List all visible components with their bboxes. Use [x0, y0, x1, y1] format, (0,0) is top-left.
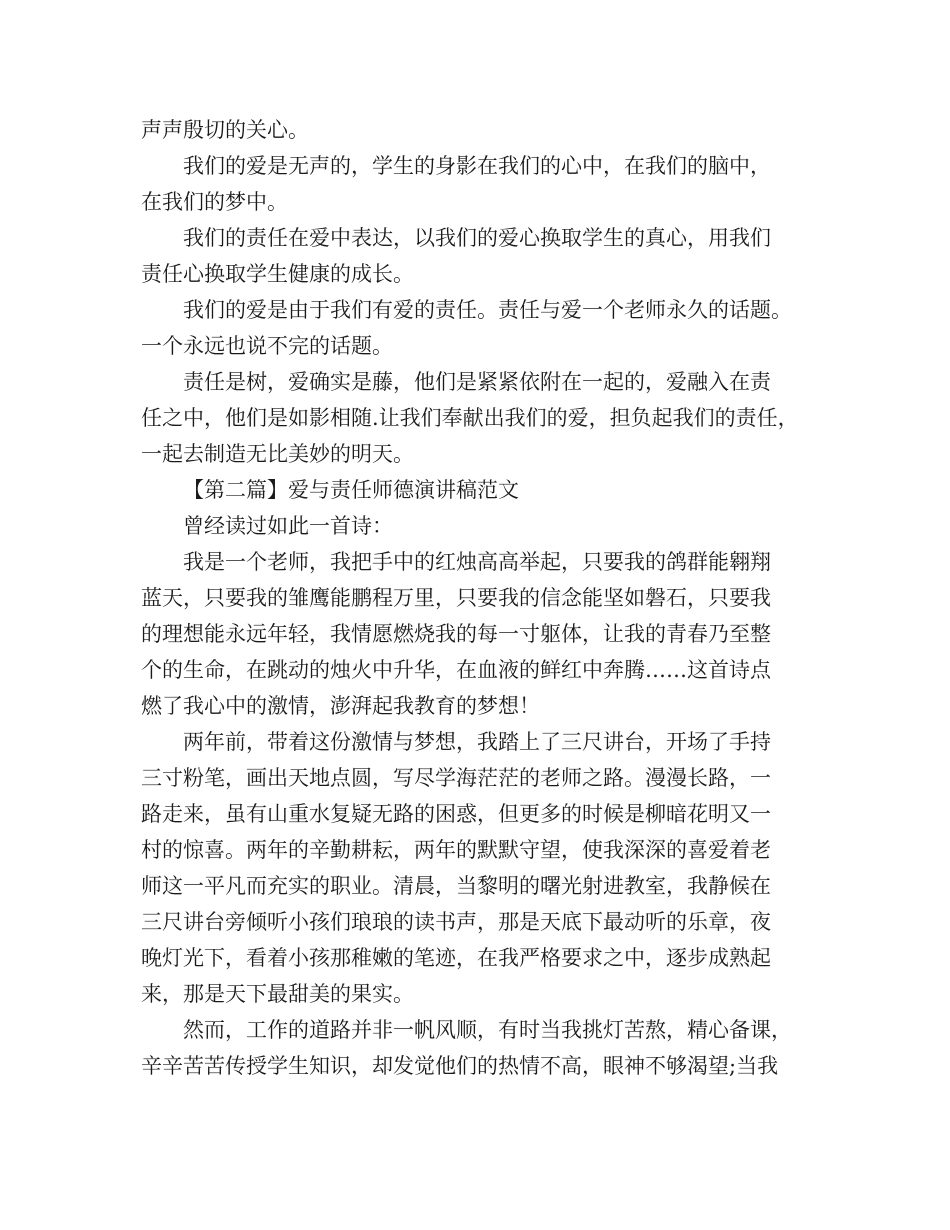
text-line: 一起去制造无比美妙的明天。 — [141, 442, 414, 466]
text-line: 我是一个老师，我把手中的红烛高高举起，只要我的鸽群能翱翔 — [183, 550, 771, 574]
text-line: 我们的责任在爱中表达，以我们的爱心换取学生的真心，用我们 — [183, 226, 771, 250]
text-line: 任之中，他们是如影相随.让我们奉献出我们的爱，担负起我们的责任， — [141, 406, 799, 430]
text-line: 声声殷切的关心。 — [141, 118, 309, 142]
text-line: 一个永远也说不完的话题。 — [141, 334, 393, 358]
text-line: 我们的爱是无声的，学生的身影在我们的心中，在我们的脑中， — [183, 154, 771, 178]
text-line: 的理想能永远年轻，我情愿燃烧我的每一寸躯体，让我的青春乃至整 — [141, 622, 771, 646]
text-line: 个的生命，在跳动的烛火中升华，在血液的鲜红中奔腾……这首诗点 — [141, 658, 771, 682]
text-line: 两年前，带着这份激情与梦想，我踏上了三尺讲台，开场了手持 — [183, 730, 771, 754]
text-line: 燃了我心中的激情，澎湃起我教育的梦想！ — [141, 694, 540, 718]
text-line: 村的惊喜。两年的辛勤耕耘，两年的默默守望，使我深深的喜爱着老 — [141, 838, 771, 862]
document-body — [141, 112, 831, 1084]
text-line: 蓝天，只要我的雏鹰能鹏程万里，只要我的信念能坚如磐石，只要我 — [141, 586, 771, 610]
text-line: 路走来，虽有山重水复疑无路的困惑，但更多的时候是柳暗花明又一 — [141, 802, 771, 826]
text-line: 三尺讲台旁倾听小孩们琅琅的读书声，那是天底下最动听的乐章，夜 — [141, 910, 771, 934]
text-line: 师这一平凡而充实的职业。清晨，当黎明的曙光射进教室，我静候在 — [141, 874, 771, 898]
text-line: 我们的爱是由于我们有爱的责任。责任与爱一个老师永久的话题。 — [183, 298, 792, 322]
text-line: 晚灯光下，看着小孩那稚嫩的笔迹，在我严格要求之中，逐步成熟起 — [141, 946, 771, 970]
text-line: 三寸粉笔，画出天地点圆，写尽学海茫茫的老师之路。漫漫长路，一 — [141, 766, 771, 790]
text-line: 【第二篇】爱与责任师德演讲稿范文 — [183, 478, 519, 502]
text-line: 在我们的梦中。 — [141, 190, 288, 214]
text-line: 责任是树，爱确实是藤，他们是紧紧依附在一起的，爱融入在责 — [183, 370, 771, 394]
text-line: 辛辛苦苦传授学生知识，却发觉他们的热情不高，眼神不够渴望;当我 — [141, 1054, 779, 1078]
text-line: 然而，工作的道路并非一帆风顺，有时当我挑灯苦熬，精心备课， — [183, 1018, 792, 1042]
text-line: 来，那是天下最甜美的果实。 — [141, 982, 414, 1006]
text-line: 曾经读过如此一首诗： — [183, 514, 393, 538]
text-line: 责任心换取学生健康的成长。 — [141, 262, 414, 286]
